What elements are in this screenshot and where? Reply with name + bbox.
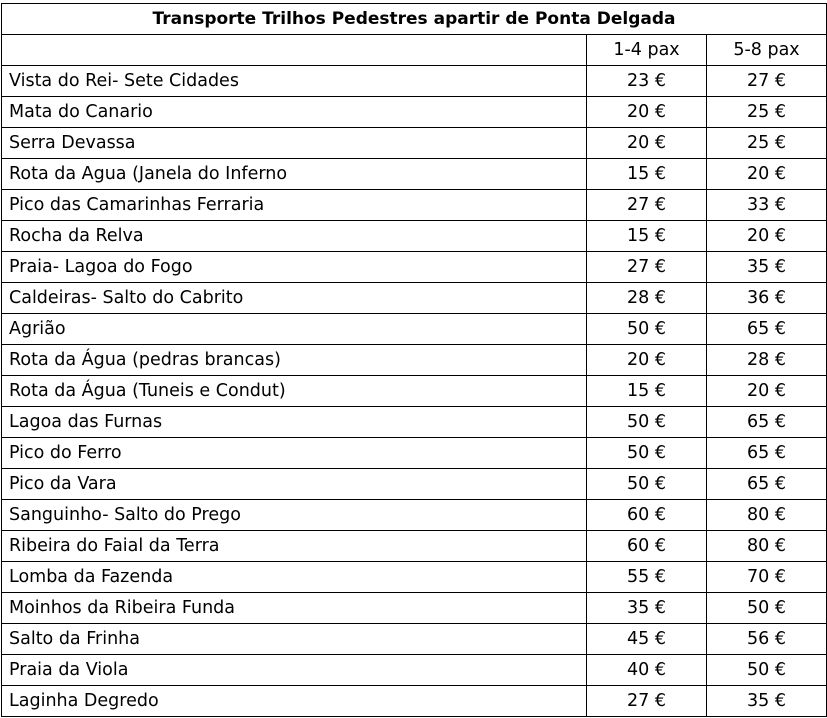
- price-5-8-pax-cell: 35 €: [707, 252, 827, 283]
- price-5-8-pax-cell: 50 €: [707, 655, 827, 686]
- table-row: [2, 252, 827, 283]
- price-1-4-pax-cell: 20 €: [587, 128, 707, 159]
- header-1-4-pax: 1-4 pax: [587, 35, 707, 66]
- price-5-8-pax-cell: 35 €: [707, 686, 827, 717]
- price-1-4-pax-cell: 50 €: [587, 314, 707, 345]
- price-1-4-pax-cell: 20 €: [587, 345, 707, 376]
- route-name-cell: Rota da Água (pedras brancas): [2, 345, 587, 376]
- price-5-8-pax-cell: 56 €: [707, 624, 827, 655]
- route-name-cell: Moinhos da Ribeira Funda: [2, 593, 587, 624]
- route-name-cell: Laginha Degredo: [2, 686, 587, 717]
- price-1-4-pax-cell: 27 €: [587, 252, 707, 283]
- table-row: [2, 469, 827, 500]
- price-1-4-pax-cell: 50 €: [587, 407, 707, 438]
- price-1-4-pax-cell: 20 €: [587, 97, 707, 128]
- table-row: [2, 283, 827, 314]
- route-name-cell: Lomba da Fazenda: [2, 562, 587, 593]
- title-row: [2, 4, 827, 35]
- table-row: [2, 190, 827, 221]
- route-name-cell: Salto da Frinha: [2, 624, 587, 655]
- price-1-4-pax-cell: 27 €: [587, 686, 707, 717]
- price-5-8-pax-cell: 28 €: [707, 345, 827, 376]
- price-5-8-pax-cell: 80 €: [707, 531, 827, 562]
- table-row: [2, 345, 827, 376]
- header-row: [2, 35, 827, 66]
- table-row: [2, 407, 827, 438]
- price-1-4-pax-cell: 15 €: [587, 376, 707, 407]
- price-1-4-pax-cell: 60 €: [587, 531, 707, 562]
- price-1-4-pax-cell: 15 €: [587, 159, 707, 190]
- price-5-8-pax-cell: 65 €: [707, 438, 827, 469]
- route-name-cell: Ribeira do Faial da Terra: [2, 531, 587, 562]
- route-name-cell: Rocha da Relva: [2, 221, 587, 252]
- table-row: [2, 593, 827, 624]
- price-5-8-pax-cell: 20 €: [707, 376, 827, 407]
- price-5-8-pax-cell: 33 €: [707, 190, 827, 221]
- price-1-4-pax-cell: 28 €: [587, 283, 707, 314]
- price-1-4-pax-cell: 40 €: [587, 655, 707, 686]
- table-row: [2, 531, 827, 562]
- route-name-cell: Agrião: [2, 314, 587, 345]
- price-5-8-pax-cell: 27 €: [707, 66, 827, 97]
- price-1-4-pax-cell: 50 €: [587, 469, 707, 500]
- route-name-cell: Pico do Ferro: [2, 438, 587, 469]
- table-row: [2, 562, 827, 593]
- table-row: [2, 66, 827, 97]
- table-row: [2, 159, 827, 190]
- price-5-8-pax-cell: 25 €: [707, 97, 827, 128]
- price-1-4-pax-cell: 23 €: [587, 66, 707, 97]
- route-name-cell: Rota da Agua (Janela do Inferno: [2, 159, 587, 190]
- price-5-8-pax-cell: 65 €: [707, 469, 827, 500]
- price-5-8-pax-cell: 80 €: [707, 500, 827, 531]
- price-1-4-pax-cell: 50 €: [587, 438, 707, 469]
- table-row: [2, 314, 827, 345]
- price-5-8-pax-cell: 20 €: [707, 159, 827, 190]
- table-row: [2, 128, 827, 159]
- header-5-8-pax: 5-8 pax: [707, 35, 827, 66]
- route-name-cell: Rota da Água (Tuneis e Condut): [2, 376, 587, 407]
- route-name-cell: Praia- Lagoa do Fogo: [2, 252, 587, 283]
- price-1-4-pax-cell: 45 €: [587, 624, 707, 655]
- table-body: [2, 4, 827, 717]
- route-name-cell: Pico das Camarinhas Ferraria: [2, 190, 587, 221]
- table-row: [2, 500, 827, 531]
- price-5-8-pax-cell: 50 €: [707, 593, 827, 624]
- table-row: [2, 655, 827, 686]
- table-row: [2, 221, 827, 252]
- price-5-8-pax-cell: 65 €: [707, 407, 827, 438]
- price-5-8-pax-cell: 65 €: [707, 314, 827, 345]
- route-name-cell: Sanguinho- Salto do Prego: [2, 500, 587, 531]
- price-1-4-pax-cell: 15 €: [587, 221, 707, 252]
- table-row: [2, 686, 827, 717]
- table-row: [2, 438, 827, 469]
- table-title: Transporte Trilhos Pedestres apartir de Ponta Delgada: [2, 4, 827, 35]
- price-5-8-pax-cell: 36 €: [707, 283, 827, 314]
- route-name-cell: Caldeiras- Salto do Cabrito: [2, 283, 587, 314]
- price-5-8-pax-cell: 25 €: [707, 128, 827, 159]
- route-name-cell: Pico da Vara: [2, 469, 587, 500]
- price-5-8-pax-cell: 70 €: [707, 562, 827, 593]
- route-name-cell: Lagoa das Furnas: [2, 407, 587, 438]
- table-row: [2, 376, 827, 407]
- price-1-4-pax-cell: 55 €: [587, 562, 707, 593]
- table-row: [2, 97, 827, 128]
- route-name-cell: Mata do Canario: [2, 97, 587, 128]
- price-1-4-pax-cell: 27 €: [587, 190, 707, 221]
- price-1-4-pax-cell: 35 €: [587, 593, 707, 624]
- price-1-4-pax-cell: 60 €: [587, 500, 707, 531]
- route-name-cell: Praia da Viola: [2, 655, 587, 686]
- header-route: [2, 35, 587, 66]
- price-5-8-pax-cell: 20 €: [707, 221, 827, 252]
- table-row: [2, 624, 827, 655]
- price-table: [1, 3, 827, 717]
- route-name-cell: Serra Devassa: [2, 128, 587, 159]
- route-name-cell: Vista do Rei- Sete Cidades: [2, 66, 587, 97]
